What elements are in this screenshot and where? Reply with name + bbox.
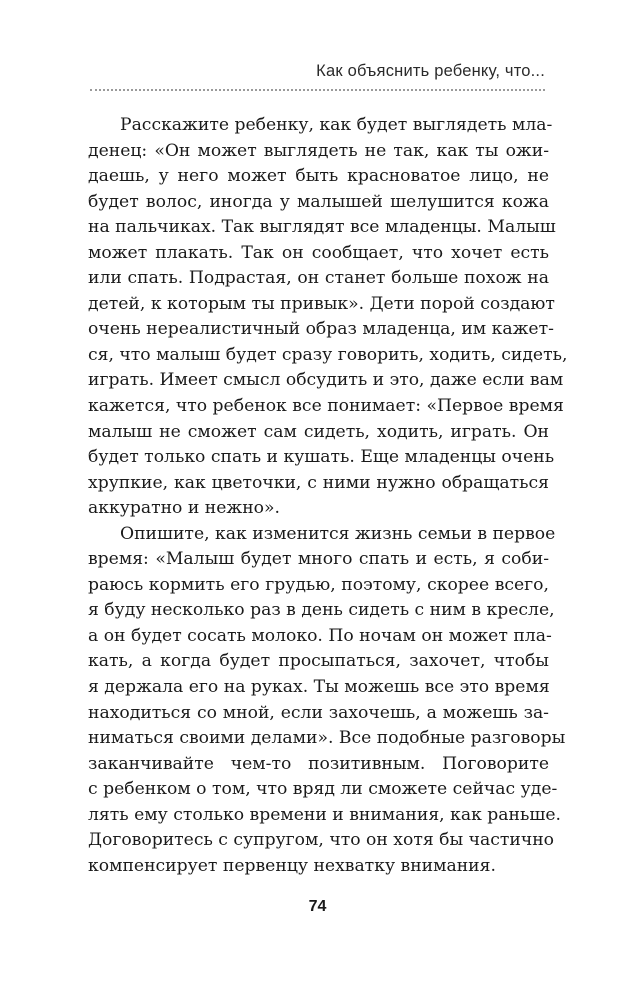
paragraph-line: Опишите, как изменится жизнь семьи в первое: [120, 523, 556, 544]
paragraph-line: детей, к которым ты привык». Дети порой создают: [88, 293, 555, 314]
paragraph-line: находиться со мной, если захочешь, а можешь за-: [88, 702, 549, 723]
paragraph-line: ся, что малыш будет сразу говорить, ходить, сидеть,: [88, 344, 568, 365]
paragraph-line: будет только спать и кушать. Еще младенцы очень: [88, 447, 555, 468]
paragraph-line: денец: «Он может выглядеть не так, как ты ожи-: [88, 140, 549, 161]
paragraph-line: аккуратно и нежно».: [88, 498, 281, 519]
paragraph-line: может плакать. Так он сообщает, что хочет есть: [88, 242, 549, 263]
header-dotted-rule: [90, 89, 545, 91]
paragraph-line: на пальчиках. Так выглядят все младенцы. Малыш: [88, 217, 556, 238]
paragraph-line: играть. Имеет смысл обсудить и это, даже если вам: [88, 370, 564, 391]
paragraph-line: я держала его на руках. Ты можешь все это время: [88, 677, 550, 698]
paragraph-line: очень нереалистичный образ младенца, им кажет-: [88, 319, 554, 340]
paragraph-line: хрупкие, как цветочки, с ними нужно обращаться: [88, 472, 549, 493]
paragraph-line: ниматься своими делами». Все подобные разговоры: [88, 728, 566, 749]
paragraph-line: с ребенком о том, что вряд ли сможете сейчас уде-: [88, 779, 558, 800]
body-text: [88, 113, 568, 879]
paragraph-line: лять ему столько времени и внимания, как раньше.: [88, 804, 561, 825]
paragraph-line: Договоритесь с супругом, что он хотя бы частично: [88, 830, 554, 851]
paragraph-line: Расскажите ребенку, как будет выглядеть мла-: [120, 115, 553, 135]
paragraph-line: кажется, что ребенок все понимает: «Первое время: [88, 396, 564, 417]
paragraph-1: [88, 113, 568, 522]
paragraph-line: а он будет сосать молоко. По ночам он может пла-: [88, 625, 552, 646]
running-header-title: Как объяснить ребенку, что...: [316, 62, 545, 80]
paragraph-line: раюсь кормить его грудью, поэтому, скорее всего,: [88, 574, 549, 595]
paragraph-line: кать, а когда будет просыпаться, захочет, чтобы: [88, 651, 549, 672]
paragraph-line: заканчивайте чем-то позитивным. Поговорите: [88, 753, 549, 774]
paragraph-line: даешь, у него может быть красноватое лицо, не: [88, 166, 549, 187]
page-number: 74: [308, 898, 327, 915]
paragraph-line: я буду несколько раз в день сидеть с ним в кресле,: [88, 600, 555, 621]
paragraph-line: малыш не сможет сам сидеть, ходить, играть. Он: [88, 421, 549, 442]
paragraph-line: будет волос, иногда у малышей шелушится кожа: [88, 191, 549, 212]
paragraph-2: [88, 522, 566, 880]
paragraph-line: или спать. Подрастая, он станет больше похож на: [88, 268, 549, 289]
paragraph-line: время: «Малыш будет много спать и есть, я соби-: [88, 549, 549, 570]
paragraph-line: компенсирует первенцу нехватку внимания.: [88, 855, 496, 876]
